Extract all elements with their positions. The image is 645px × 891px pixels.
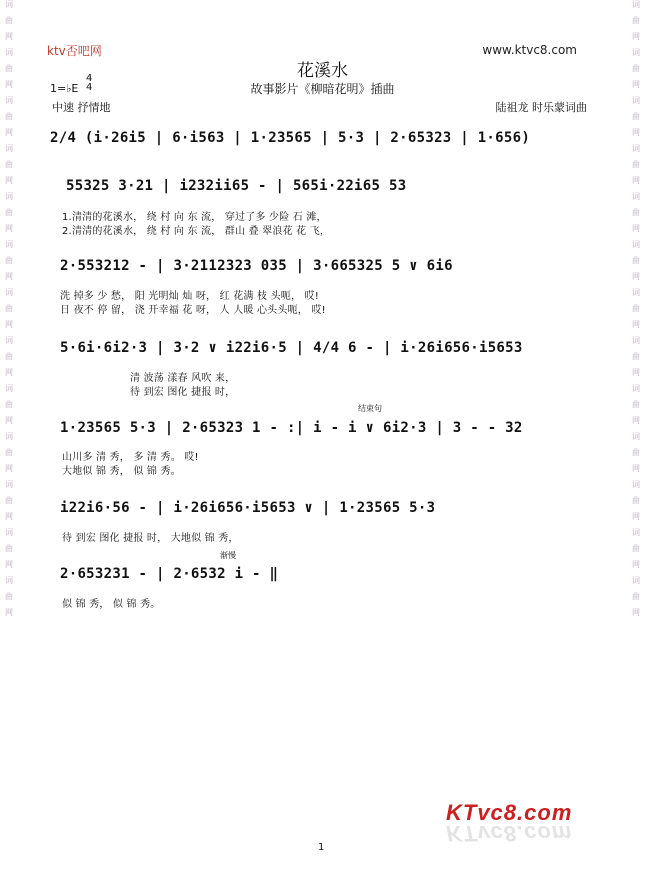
watermark-char: 网 (631, 320, 641, 328)
watermark-char: 网 (631, 368, 641, 376)
watermark-char: 网 (631, 176, 641, 184)
watermark-char: 词 (4, 480, 14, 488)
time-signature-top: 4 (86, 73, 93, 84)
score-row-5-notes: 1·23565 5·3 | 2·65323 1 - :| i - i ∨ 6i2·3 | 3 - - 32 (60, 420, 523, 436)
watermark-char: 词 (4, 288, 14, 296)
score-row-4-lyric-2: 待 到宏 图化 捷报 时， (130, 387, 236, 398)
right-watermark-column (629, 0, 643, 891)
watermark-char: 网 (4, 320, 14, 328)
watermark-char: 曲 (631, 592, 641, 600)
watermark-char: 曲 (4, 160, 14, 168)
watermark-char: 曲 (631, 544, 641, 552)
watermark-char: 网 (4, 560, 14, 568)
watermark-char: 曲 (4, 112, 14, 120)
watermark-char: 网 (4, 224, 14, 232)
watermark-char: 曲 (4, 256, 14, 264)
watermark-char: 网 (4, 272, 14, 280)
watermark-char: 词 (631, 192, 641, 200)
time-signature (86, 74, 92, 92)
watermark-char: 词 (4, 192, 14, 200)
footer-logo (446, 800, 572, 846)
watermark-char: 词 (631, 528, 641, 536)
coda-marking: 结束句 (358, 404, 382, 413)
watermark-char: 网 (631, 608, 641, 616)
watermark-char: 曲 (631, 400, 641, 408)
page-number: 1 (318, 842, 325, 853)
watermark-char: 词 (4, 240, 14, 248)
watermark-char: 词 (4, 576, 14, 584)
score-row-5-lyric-2: 大地似 锦 秀， 似 锦 秀。 (62, 466, 181, 477)
watermark-char: 网 (4, 512, 14, 520)
watermark-char: 曲 (4, 352, 14, 360)
watermark-char: 词 (4, 432, 14, 440)
watermark-char: 词 (631, 96, 641, 104)
watermark-char: 网 (631, 224, 641, 232)
watermark-char: 曲 (631, 256, 641, 264)
watermark-char: 曲 (631, 160, 641, 168)
watermark-char: 词 (631, 480, 641, 488)
watermark-char: 词 (4, 48, 14, 56)
watermark-char: 词 (4, 144, 14, 152)
watermark-char: 网 (631, 128, 641, 136)
score-row-2-lyric-1: 1.清清的花溪水， 绕 村 向 东 流， 穿过了多 少险 石 滩， (62, 212, 327, 223)
watermark-char: 词 (631, 432, 641, 440)
watermark-char: 词 (4, 336, 14, 344)
score-row-2-notes: 55325 3·21 | i232ii65 - | 565i·22i65 53 (66, 178, 407, 194)
watermark-char: 曲 (631, 304, 641, 312)
watermark-char: 网 (4, 416, 14, 424)
watermark-char: 词 (4, 384, 14, 392)
watermark-char: 网 (4, 80, 14, 88)
score-row-3-notes: 2·553212 - | 3·2112323 035 | 3·665325 5 ∨ 6i6 (60, 258, 453, 274)
score-row-3-lyric-1: 洗 掉多 少 愁， 阳 光明灿 灿 呀， 红 花满 枝 头呃， 哎! (60, 291, 319, 302)
watermark-char: 词 (631, 240, 641, 248)
watermark-char: 曲 (631, 448, 641, 456)
left-watermark-column (2, 0, 16, 891)
watermark-char: 曲 (631, 112, 641, 120)
score-row-6-notes: i22i6·56 - | i·26i656·i5653 ∨ | 1·23565 5·3 (60, 500, 436, 516)
watermark-char: 曲 (4, 544, 14, 552)
watermark-char: 网 (4, 176, 14, 184)
watermark-char: 曲 (631, 208, 641, 216)
score-row-4-notes: 5·6i·6i2·3 | 3·2 ∨ i22i6·5 | 4/4 6 - | i·26i656·i5653 (60, 340, 523, 356)
watermark-char: 曲 (4, 448, 14, 456)
score-row-7-lyric-1: 似 锦 秀， 似 锦 秀。 (62, 599, 161, 610)
watermark-char: 词 (631, 144, 641, 152)
watermark-char: 网 (631, 272, 641, 280)
watermark-char: 曲 (4, 16, 14, 24)
watermark-char: 词 (631, 576, 641, 584)
score-row-7-notes: 2·653231 - | 2·6532 i - ‖ (60, 566, 279, 582)
time-signature-bottom: 4 (86, 82, 93, 93)
watermark-char: 网 (4, 32, 14, 40)
watermark-char: 网 (631, 32, 641, 40)
watermark-char: 曲 (4, 400, 14, 408)
watermark-char: 曲 (631, 496, 641, 504)
watermark-char: 网 (4, 464, 14, 472)
watermark-char: 词 (631, 288, 641, 296)
brand-text: ktv否吧网 (47, 44, 102, 58)
watermark-char: 网 (631, 80, 641, 88)
composer-credits: 陆祖龙 时乐蒙词曲 (495, 101, 587, 114)
watermark-char: 词 (4, 0, 14, 8)
score-row-4-lyric-1: 清 波荡 漾春 风吹 来， (130, 373, 236, 384)
watermark-char: 词 (631, 48, 641, 56)
watermark-char: 词 (631, 336, 641, 344)
watermark-char: 网 (4, 128, 14, 136)
watermark-char: 网 (4, 368, 14, 376)
score-row-5-lyric-1: 山川多 清 秀， 多 清 秀。 哎! (62, 452, 199, 463)
watermark-char: 曲 (4, 64, 14, 72)
watermark-char: 词 (631, 384, 641, 392)
watermark-char: 网 (631, 464, 641, 472)
tempo-marking: 中速 抒情地 (52, 101, 111, 114)
watermark-char: 词 (4, 96, 14, 104)
score-row-6-lyric-1: 待 到宏 图化 捷报 时， 大地似 锦 秀， (62, 533, 239, 544)
watermark-char: 曲 (631, 64, 641, 72)
watermark-char: 网 (631, 560, 641, 568)
watermark-char: 词 (4, 528, 14, 536)
song-title: 花溪水 (297, 61, 348, 81)
score-row-3-lyric-2: 日 夜不 停 留， 浇 开幸福 花 呀， 人 人暖 心头头呃， 哎! (60, 305, 326, 316)
watermark-char: 曲 (631, 352, 641, 360)
watermark-char: 词 (631, 0, 641, 8)
logo-text: KTvc8.com (446, 800, 573, 825)
watermark-char: 曲 (4, 592, 14, 600)
watermark-char: 网 (631, 416, 641, 424)
key-signature: 1=♭E (50, 82, 79, 95)
watermark-char: 网 (4, 608, 14, 616)
watermark-char: 曲 (631, 16, 641, 24)
watermark-char: 网 (631, 512, 641, 520)
score-row-2-lyric-2: 2.清清的花溪水， 绕 村 向 东 流， 群山 叠 翠浪花 花 飞， (62, 226, 331, 237)
site-url[interactable]: www.ktvc8.com (482, 43, 577, 57)
watermark-char: 曲 (4, 208, 14, 216)
watermark-char: 曲 (4, 304, 14, 312)
watermark-char: 曲 (4, 496, 14, 504)
song-subtitle: 故事影片《柳暗花明》插曲 (250, 82, 395, 96)
ritardando-marking: 渐慢 (220, 551, 236, 560)
score-row-1-notes: 2/4 (i·26i5 | 6·i563 | 1·23565 | 5·3 | 2·65323 | 1·656) (50, 130, 531, 146)
logo-reflection: KTvc8.com (446, 821, 573, 846)
